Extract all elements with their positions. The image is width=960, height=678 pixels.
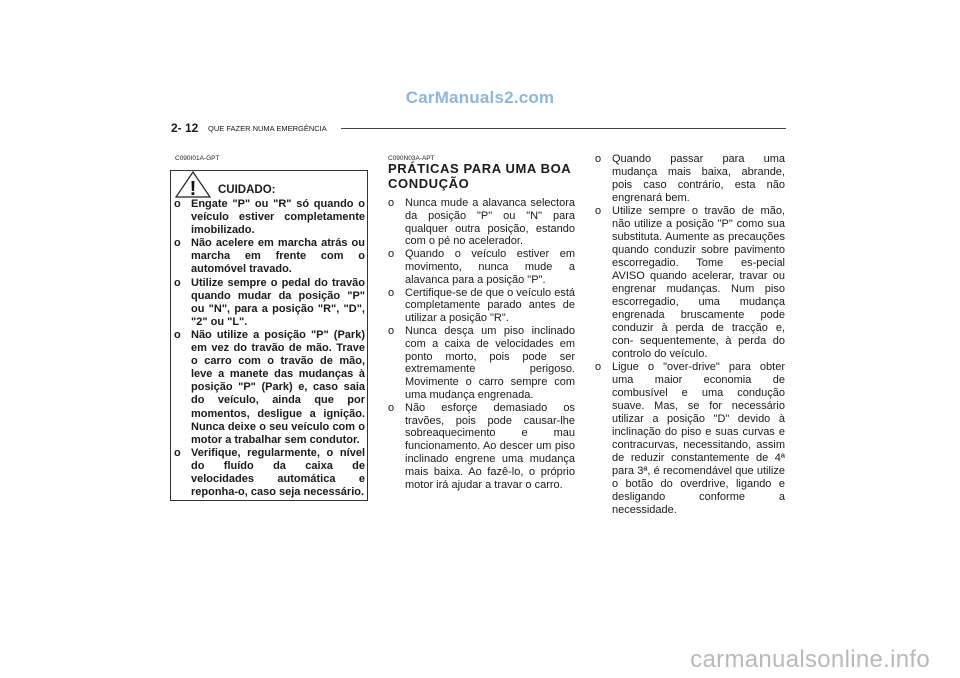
caution-item <box>174 198 365 237</box>
practices-list-continued <box>595 153 785 517</box>
practice-item <box>595 205 785 361</box>
practice-item <box>595 361 785 517</box>
caution-item <box>174 447 365 499</box>
bullet: o <box>388 197 395 209</box>
caution-item-text: Não acelere em marcha atrás ou marcha em frente com o automóvel travado. <box>191 237 365 276</box>
practice-item-text: Quando o veículo estiver em movimento, nunca mude a alavanca para a posição "P". <box>405 248 575 286</box>
practice-item-text: Certifique-se de que o veículo está completamente parado antes de utilizar a posição "R". <box>405 286 575 325</box>
caution-item <box>174 277 365 329</box>
bullet: o <box>595 205 602 217</box>
bullet: o <box>595 153 602 165</box>
practice-item-text: Não esforçe demasiado os travões, pois pode causar-lhe sobreaquecimento e mau funcionamento. Ao descer um piso inclinado engrene uma mudança mais baixa. Ao fazê-lo, o próprio motor irá ajudar a travar o carro. <box>405 401 575 491</box>
caution-title: CUIDADO: <box>218 184 276 196</box>
caution-item-text: Engate "P" ou "R" só quando o veículo estiver completamente imobilizado. <box>191 198 365 237</box>
caution-item <box>174 329 365 447</box>
caution-item-text: Não utilize a posição "P" (Park) em vez do travão de mão. Trave o carro com o travão de mão, leve a manete das mudanças à posição "P" (Park) e, caso saia do veículo, ainda que por momentos, desligue a ignição. Nunca deixe o seu veículo com o motor a trabalhar sem condutor. <box>191 328 365 446</box>
bullet: o <box>174 198 181 210</box>
practice-item <box>595 153 785 205</box>
watermark-bottom: carmanualsonline.info <box>690 646 930 673</box>
caution-item <box>174 237 365 276</box>
caution-item-text: Verifique, regularmente, o nível do fluído da caixa de velocidades automática e reponha-o, caso seja necessário. <box>191 446 365 499</box>
page-number: 2- 12 <box>171 121 199 135</box>
page-header <box>171 121 786 137</box>
practice-item-text: Ligue o "over-drive" para obter uma maior economia de combusível e uma condução suave. Mas, se for necessário utilizar a posição "D" devido à inclinação do piso e suas curvas e contracurvas, necessitando, assim de reduzir constantemente de 4ª para 3ª, é recomendável que utilize o botão do overdrive, ligando e desligando conforme a necessidade. <box>612 361 785 516</box>
practices-code: C090N03A-APT <box>388 155 435 162</box>
warning-symbol: ! <box>189 178 197 198</box>
header-rule <box>341 128 786 129</box>
bullet: o <box>388 401 395 414</box>
bullet: o <box>174 446 181 459</box>
section-title: QUE FAZER NUMA EMERGÊNCIA <box>208 124 327 133</box>
practice-item <box>388 197 575 248</box>
practice-item <box>388 402 575 492</box>
practice-item-text: Nunca mude a alavanca selectora da posição "P" ou "N" para qualquer outra posição, estando com o pé no acelerador. <box>405 197 575 248</box>
practice-item-text: Nunca desça um piso inclinado com a caixa de velocidades em ponto morto, pois pode ser extremamente perigoso. Movimente o carro sempre com uma mudança engrenada. <box>405 324 575 401</box>
watermark-top: CarManuals2.com <box>405 88 555 107</box>
practices-title: PRÁTICAS PARA UMA BOA CONDUÇÃO <box>388 161 571 191</box>
practice-item-text: Utilize sempre o travão de mão, não utilize a posição "P" como sua substituta. Aumente as precauções quando conduzir sobre pavimento escorregadio. Tome es-pecial AVISO quando acelerar, travar ou engrenar mudanças. Num piso escorregadio, uma mudança engrenada bruscamente pode conduzir à perda de tracção e, con- sequentemente, à perda do controlo do veículo. <box>612 205 785 360</box>
warning-triangle-icon <box>173 170 213 198</box>
practices-list <box>388 197 575 491</box>
bullet: o <box>388 324 395 337</box>
bullet: o <box>174 237 181 250</box>
bullet: o <box>174 328 181 341</box>
practice-item-text: Quando passar para uma mudança mais baixa, abrande, pois caso contrário, esta não engrenará bem. <box>612 153 785 204</box>
caution-list <box>174 198 365 499</box>
practice-item <box>388 248 575 286</box>
bullet: o <box>595 361 602 373</box>
practice-item <box>388 325 575 402</box>
bullet: o <box>388 248 395 261</box>
bullet: o <box>174 276 181 289</box>
practice-item <box>388 287 575 325</box>
caution-code: C090I01A-GPT <box>175 155 220 162</box>
bullet: o <box>388 286 395 299</box>
caution-item-text: Utilize sempre o pedal do travão quando mudar da posição "P" ou "N", para a posição "R", "D", "2" ou "L". <box>191 276 365 328</box>
